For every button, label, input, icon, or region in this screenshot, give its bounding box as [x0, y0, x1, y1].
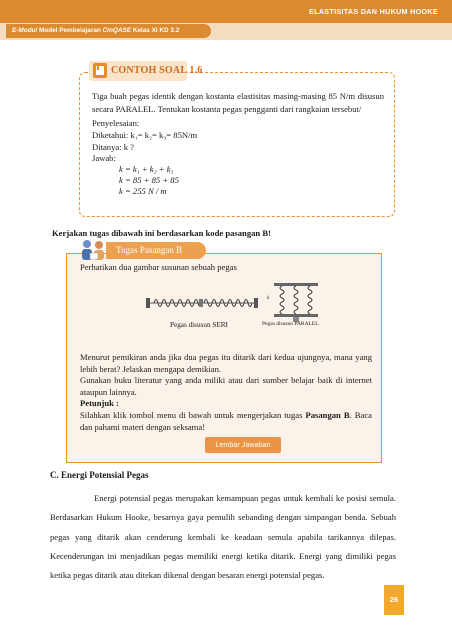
- section-paragraph: Energi potensial pegas merupakan kemampuan pegas untuk kembali ke posisi semula. Berdasarkan Hukum Hooke, besarnya gaya pemulih sebanding dengan simpangan benda. Sebuah pegas yang ditarik akan cenderung kembali ke keadaan semula apabila tarikannya dilepas. Kecenderungan ini menjadikan pegas memiliki energi ketika ditarik. Energi yang dimiliki pegas ketika pegas ditarik atau ditekan dikenal dengan besaran energi potensial pegas.: [50, 493, 396, 581]
- parallel-caption: Pegas disusun PARALEL: [262, 321, 319, 327]
- asked-line: Ditanya: k ?: [92, 141, 134, 152]
- task-instruction: Kerjakan tugas dibawah ini berdasarkan kode pasangan B!: [52, 228, 271, 238]
- students-icon: [78, 238, 110, 262]
- chapter-title: ELASTISITAS DAN HUKUM HOOKE: [309, 7, 438, 16]
- answer-sheet-button[interactable]: Lembar Jawaban: [205, 437, 281, 453]
- svg-text:k: k: [267, 296, 270, 301]
- task-intro: Perhatikan dua gambar susunan sebuah pegas: [80, 262, 237, 272]
- task-body: [80, 352, 372, 433]
- example-question: Tiga buah pegas identik dengan kostanta elastisitas masing-masing 85 N/m disusun secara PARALEL. Tentukan kostanta pegas pengganti dari rangkaian tersebut/: [92, 91, 384, 114]
- solution-label: Penyelesaian:: [92, 118, 140, 128]
- module-name: E-Modul: [12, 27, 38, 34]
- answer-label: Jawab:: [92, 153, 116, 164]
- equation-line: k = 255 N / m: [119, 186, 167, 196]
- header-bar: [0, 0, 452, 23]
- page-number: 26: [384, 585, 404, 615]
- task-tag-label: Tugas Pasangan B: [116, 245, 183, 255]
- hint-label: Petunjuk :: [80, 398, 119, 409]
- task-hint: Silahkan klik tombol menu di bawah untuk mengerjakan tugas Pasangan B. Baca dan pahami materi dengan seksama!: [80, 409, 372, 432]
- task-note: Gunakan buku literatur yang anda miliki atau dari sumber belajar baik di internet ataupun lainnya.: [80, 375, 372, 397]
- given-line: Diketahui: k₁= k₂= k₃= 85N/m: [92, 129, 198, 140]
- section-heading: C. Energi Potensial Pegas: [50, 470, 149, 480]
- model-name: CinQASE: [102, 27, 131, 34]
- task-tag: [106, 242, 206, 259]
- series-caption: Pegas disusun SERI: [170, 321, 228, 329]
- example-title: CONTOH SOAL 1.6: [111, 65, 203, 76]
- example-solution: [92, 118, 197, 165]
- task-question: Menurut pemikiran anda jika dua pegas itu ditarik dari kedua ujungnya, mana yang lebih berat? Jelaskan mengapa demikian.: [80, 352, 372, 374]
- book-icon: [93, 63, 107, 78]
- module-label: E-Modul Model Pembelajaran CinQASE Kelas XI KD 3.2: [6, 24, 211, 38]
- equation-line: k = 85 + 85 + 85: [119, 175, 179, 185]
- equation-line: k = k₁ + k₂ + k₃: [119, 164, 174, 174]
